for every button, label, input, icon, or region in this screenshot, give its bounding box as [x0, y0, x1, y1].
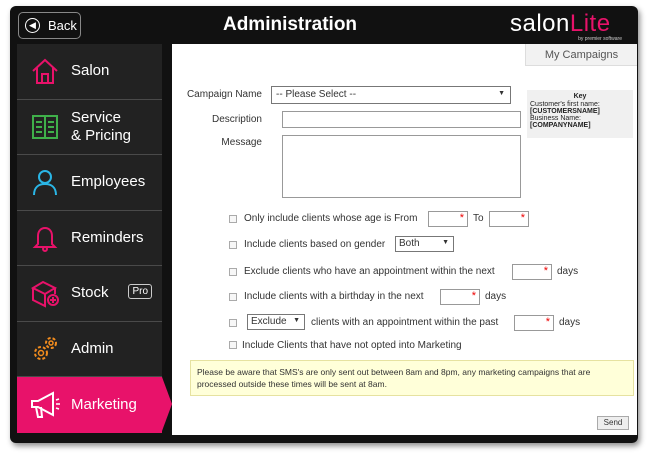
- required-marker: *: [471, 290, 476, 302]
- message-textarea[interactable]: [282, 135, 521, 198]
- required-marker: *: [545, 316, 550, 328]
- key-token2: [COMPANYNAME]: [530, 122, 591, 129]
- sidebar-item-salon[interactable]: [17, 44, 162, 100]
- sidebar-item-label: Service & Pricing: [71, 108, 132, 144]
- birthday-days-input[interactable]: [440, 289, 480, 305]
- message-label: Message: [221, 137, 262, 148]
- app-window: [10, 6, 638, 443]
- exclude-appointment-label: Exclude clients who have an appointment within the next: [244, 266, 495, 277]
- box-icon: [29, 277, 61, 309]
- key-line1: Customer's first name:: [530, 101, 600, 108]
- age-filter-checkbox[interactable]: [229, 215, 237, 223]
- past-appointment-unit: days: [559, 317, 581, 328]
- birthday-label: Include clients with a birthday in the next: [244, 291, 424, 302]
- sidebar-item-service-pricing[interactable]: [17, 100, 162, 156]
- person-icon: [29, 166, 61, 198]
- chevron-down-icon: ▼: [293, 317, 300, 324]
- house-icon: [29, 55, 61, 87]
- back-arrow-icon: ◀: [25, 18, 40, 33]
- sidebar-item-stock[interactable]: [17, 266, 162, 322]
- pro-badge: Pro: [128, 284, 152, 299]
- required-marker: *: [459, 212, 464, 224]
- sidebar-item-label: Admin: [71, 339, 114, 357]
- age-to-label: To: [473, 213, 484, 224]
- exclude-appointment-days-input[interactable]: [512, 264, 552, 280]
- sidebar-item-label: Employees: [71, 173, 146, 191]
- campaign-name-value: -- Please Select --: [276, 89, 357, 100]
- gender-select[interactable]: [395, 236, 454, 252]
- age-from-input[interactable]: [428, 211, 468, 227]
- age-filter-label: Only include clients whose age is From: [244, 213, 418, 224]
- sidebar-item-label: Stock: [71, 284, 109, 302]
- sidebar-item-admin[interactable]: [17, 322, 162, 378]
- past-appointment-label: clients with an appointment within the past: [311, 317, 499, 328]
- campaign-name-select[interactable]: [271, 86, 511, 104]
- include-exclude-select[interactable]: [247, 314, 305, 330]
- tab-my-campaigns[interactable]: My Campaigns: [525, 44, 637, 66]
- chevron-down-icon: ▼: [442, 239, 449, 246]
- price-list-icon: [29, 111, 61, 143]
- optout-label: Include Clients that have not opted into Marketing: [242, 340, 462, 351]
- birthday-unit: days: [485, 291, 507, 302]
- bell-icon: [29, 222, 61, 254]
- gender-filter-label: Include clients based on gender: [244, 239, 386, 250]
- sidebar-item-marketing[interactable]: [17, 377, 162, 433]
- description-label: Description: [211, 114, 262, 125]
- main-content: [172, 44, 637, 435]
- description-input[interactable]: [282, 111, 521, 128]
- exclude-appointment-checkbox[interactable]: [229, 268, 237, 276]
- sidebar-item-reminders[interactable]: [17, 211, 162, 267]
- key-title: Key: [573, 93, 587, 100]
- past-appointment-checkbox[interactable]: [229, 319, 237, 327]
- back-button[interactable]: [18, 12, 81, 39]
- sidebar-item-label: Reminders: [71, 228, 144, 246]
- sidebar-item-label: Salon: [71, 62, 110, 80]
- chevron-down-icon: ▼: [498, 90, 505, 97]
- sidebar: [17, 44, 162, 434]
- past-appointment-days-input[interactable]: [514, 315, 554, 331]
- megaphone-icon: [29, 389, 61, 421]
- page-title: Administration: [222, 14, 358, 35]
- exclude-appointment-unit: days: [557, 266, 579, 277]
- birthday-checkbox[interactable]: [229, 293, 237, 301]
- optout-checkbox[interactable]: [229, 341, 237, 349]
- key-token1: [CUSTOMERSNAME]: [530, 108, 600, 115]
- key-panel: [527, 90, 633, 138]
- gender-value: Both: [399, 238, 420, 249]
- required-marker: *: [543, 265, 548, 277]
- age-to-input[interactable]: [489, 211, 529, 227]
- key-line2: Business Name:: [530, 115, 581, 122]
- send-button[interactable]: Send: [597, 416, 629, 430]
- sms-notice: Please be aware that SMS's are only sent out between 8am and 8pm, any marketing campaigns that are processed outside these times will be sent at 8am.: [190, 360, 634, 396]
- back-label: Back: [48, 18, 77, 33]
- salonlite-logo: salonLite by premier software: [510, 10, 622, 42]
- required-marker: *: [520, 212, 525, 224]
- include-exclude-value: Exclude: [251, 316, 287, 327]
- gender-filter-checkbox[interactable]: [229, 241, 237, 249]
- sidebar-item-employees[interactable]: [17, 155, 162, 211]
- gears-icon: [29, 333, 61, 365]
- sidebar-item-label: Marketing: [71, 395, 137, 413]
- campaign-name-label: Campaign Name: [186, 89, 262, 100]
